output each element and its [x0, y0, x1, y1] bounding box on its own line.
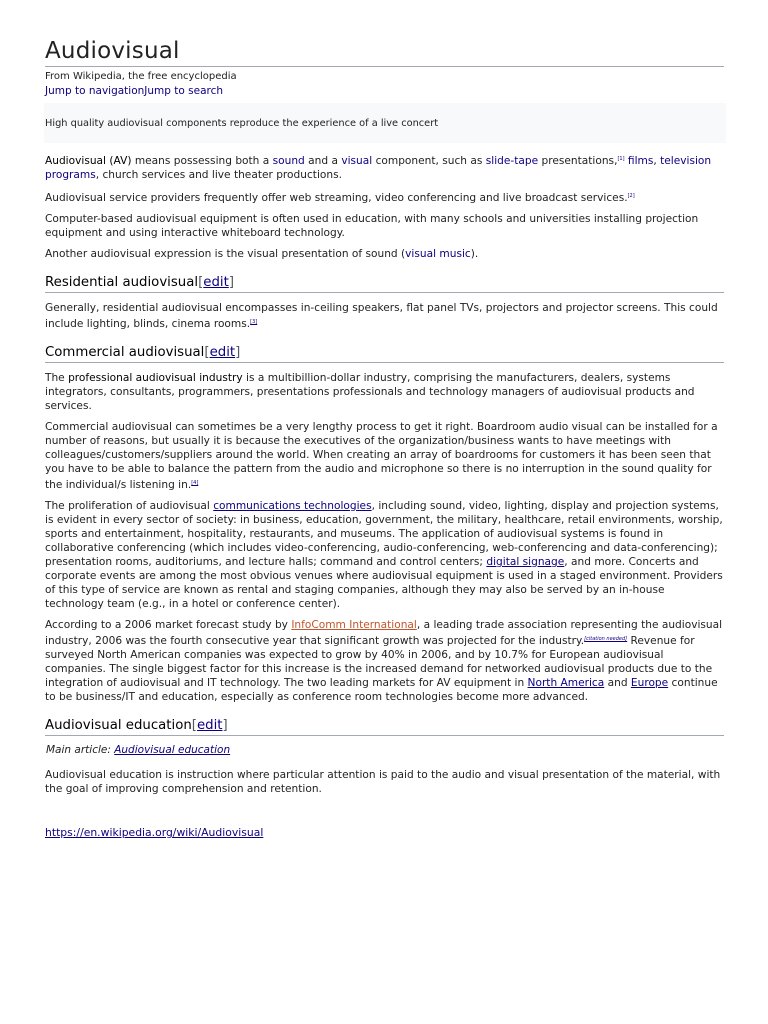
commercial-heading-text: Commercial audiovisual [45, 345, 205, 360]
reference-4[interactable]: [4] [191, 480, 199, 486]
education-heading: Audiovisual education[edit] [45, 718, 724, 736]
audiovisual-education-link[interactable]: Audiovisual education [114, 744, 231, 756]
visual-music-text-1: Another audiovisual expression is the visual presentation of sound ( [45, 248, 406, 260]
visual-music-paragraph [45, 247, 724, 261]
intro-text-4: presentations, [538, 155, 618, 167]
residential-paragraph [45, 301, 724, 331]
reference-3[interactable]: [3] [250, 319, 258, 325]
commercial-p4-text-3: Revenue for surveyed North American companies was expected to grow by 40% in 2006, and by 10.7% for European audiovisual companies. The single biggest factor for this increase is the increased demand for networked audiovisual products due to the integration of audiovisual and IT technology. The two leading markets for AV equipment in [45, 635, 713, 689]
intro-comma: , [653, 155, 661, 167]
jump-links [45, 85, 724, 97]
source-url-link[interactable]: https://en.wikipedia.org/wiki/Audiovisual [45, 826, 264, 839]
commercial-p1-text-2: is a multibillion-dollar industry, comprising the manufacturers, dealers, systems integrators, consultants, programmers, presentations professionals and technology managers of audiovisual products and services. [45, 372, 695, 412]
commercial-p3-text-3: , and more. Concerts and corporate events are among the most obvious venues where audiovisual equipment is used in a staged environment. Providers of this type of service are known as rental and staging companies, although they may also be served by an in-house technology team (e.g., in a hotel or conference center). [45, 556, 723, 610]
commercial-p4-text-2: , a leading trade association representing the audiovisual industry, 2006 was the fourth consecutive year that significant growth was projected for the industry. [45, 619, 723, 647]
intro-text-1: means possessing both a [131, 155, 273, 167]
infocomm-link[interactable]: InfoComm International [291, 619, 417, 631]
commercial-p3-text-1: The proliferation of audiovisual [45, 500, 214, 512]
residential-heading: Residential audiovisual[edit] [45, 275, 724, 293]
edit-commercial-link[interactable]: edit [209, 345, 236, 360]
jump-to-navigation-link[interactable]: Jump to navigation [45, 85, 145, 97]
main-article-hatnote [46, 744, 724, 756]
tagline: From Wikipedia, the free encyclopedia [45, 71, 237, 82]
page-title: Audiovisual [45, 38, 724, 67]
education-paragraph: Audiovisual education is instruction where particular attention is paid to the audio and visual presentation of the material, with the goal of improving comprehension and retention. [45, 769, 721, 795]
commercial-heading: Commercial audiovisual[edit] [45, 345, 724, 363]
slide-tape-link[interactable]: slide-tape [485, 155, 539, 167]
edit-education-link[interactable]: edit [196, 718, 223, 733]
jump-to-search-link[interactable]: Jump to search [144, 85, 224, 97]
commercial-paragraph-2 [45, 420, 724, 492]
commercial-p4-text-5: continue to be business/IT and education, especially as conference room technologies become more advanced. [45, 677, 718, 703]
reference-1[interactable]: [1] [617, 156, 625, 162]
source-url-line [45, 826, 724, 839]
intro-text-3: component, such as [372, 155, 486, 167]
commercial-p3-text-2: , including sound, video, lighting, display and projection systems, is evident in every sector of society: in business, education, government, the military, healthcare, retail environments, worship, sports and entertainment, hospitality, restaurants, and museums. The application of audiovisual systems is found in collaborative conferencing (which includes video-conferencing, audio-conferencing, web-conferencing and data-conferencing); presentation rooms, auditoriums, and lecture halls; command and control centers; [45, 500, 723, 568]
hatnote-prefix: Main article: [46, 744, 115, 756]
intro-abbr: (AV) [109, 155, 132, 167]
visual-music-text-2: ). [470, 248, 479, 260]
citation-needed[interactable]: [citation needed] [584, 636, 628, 642]
europe-link[interactable]: Europe [630, 677, 669, 689]
sound-link[interactable]: sound [272, 155, 305, 167]
commercial-p4-text-1: According to a 2006 market forecast study by [45, 619, 292, 631]
visual-link[interactable]: visual [341, 155, 373, 167]
television-programs-link[interactable]: television programs [45, 155, 712, 181]
image-caption: High quality audiovisual components reproduce the experience of a live concert [45, 118, 439, 129]
films-link[interactable]: films [627, 155, 654, 167]
intro-paragraph [45, 152, 724, 182]
services-paragraph [45, 189, 724, 205]
north-america-link[interactable]: North America [527, 677, 605, 689]
communications-technologies-link[interactable]: communications technologies [213, 500, 372, 512]
professional-av-term: professional audiovisual industry [68, 372, 243, 384]
commercial-p2-text: Commercial audiovisual can sometimes be a very lengthy process to get it right. Boardroom audio visual can be installed for a number of reasons, but usually it is because the executives of the organization/business wants to have meetings with colleagues/customers/suppliers around the world. When creating an array of boardrooms for customers it has been seen that you have to be able to balance the pattern from the audio and microphone so there is no interruption in the sound quality for the individual/s listening in. [45, 421, 718, 491]
intro-term: Audiovisual [45, 155, 106, 167]
computer-based-paragraph: Computer-based audiovisual equipment is often used in education, with many schools and universities installing projection equipment and using interactive whiteboard technology. [45, 213, 699, 239]
commercial-paragraph-4 [45, 618, 724, 704]
reference-2[interactable]: [2] [627, 193, 635, 199]
image-caption-box [44, 103, 726, 143]
services-text: Audiovisual service providers frequently offer web streaming, video conferencing and live broadcast services. [45, 192, 628, 204]
residential-text: Generally, residential audiovisual encompasses in-ceiling speakers, flat panel TVs, projectors and projector screens. This could include lighting, blinds, cinema rooms. [45, 302, 718, 330]
edit-residential-link[interactable]: edit [203, 275, 229, 290]
digital-signage-link[interactable]: digital signage [486, 556, 565, 568]
commercial-paragraph-1 [45, 371, 724, 413]
residential-heading-text: Residential audiovisual [45, 275, 199, 290]
commercial-paragraph-3 [45, 499, 724, 611]
education-heading-text: Audiovisual education [45, 718, 192, 733]
commercial-p4-text-4: and [604, 677, 631, 689]
visual-music-link[interactable]: visual music [405, 248, 471, 260]
intro-text-2: and a [304, 155, 342, 167]
commercial-p1-text-1: The [45, 372, 69, 384]
intro-text-5: , church services and live theater productions. [95, 169, 342, 181]
